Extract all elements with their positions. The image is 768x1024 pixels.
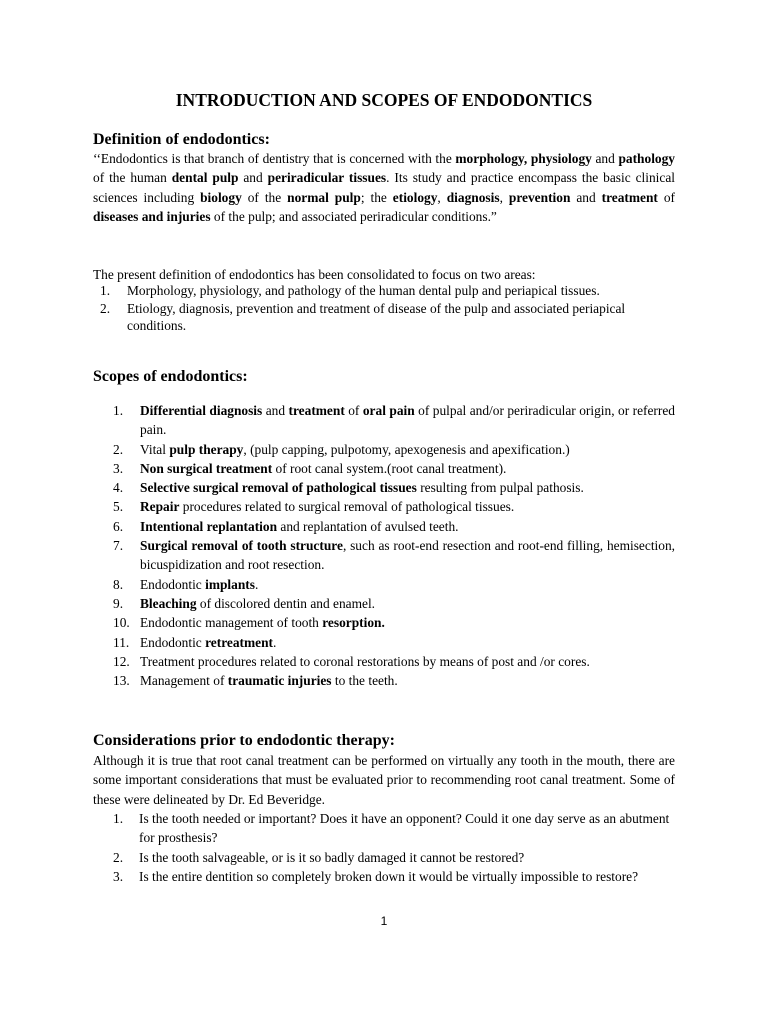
list-number: 5. [113, 499, 124, 515]
scope-text [140, 575, 675, 594]
bold-text: pathology [618, 151, 676, 166]
bold-text: biology [200, 189, 242, 205]
scope-item [113, 652, 675, 671]
scope-item [113, 517, 675, 536]
text-run: of [344, 403, 363, 418]
bold-text: Surgical removal of tooth structure [140, 538, 343, 554]
scope-text [140, 536, 675, 575]
focus-areas-list [100, 283, 675, 335]
text-run: Treatment procedures related to coronal restorations by means of post and /or cores. [140, 653, 590, 669]
list-text: Is the tooth salvageable, or is it so badly damaged it cannot be restored? [139, 849, 525, 865]
text-run: Endodontic [140, 576, 206, 592]
bold-text: retreatment [205, 634, 274, 650]
text-run: of pulpal and/or periradicular origin, or referred pain. [140, 403, 675, 438]
list-text: Morphology, physiology, and pathology of the human dental pulp and periapical tissues. [127, 283, 600, 298]
list-number: 1. [113, 811, 124, 826]
text-run: and [262, 403, 289, 418]
text-run: ‘‘Endodontics is that branch of dentistry that is concerned with the [93, 151, 456, 166]
text-run: ; the [360, 189, 393, 205]
scope-item [113, 633, 675, 652]
text-run: and replantation of avulsed teeth. [277, 518, 459, 534]
text-run: . [273, 634, 277, 650]
bold-text: normal pulp [287, 189, 361, 205]
list-number: 8. [113, 576, 124, 592]
scope-item [113, 594, 675, 613]
list-number: 11. [113, 634, 130, 650]
bold-text: pulp therapy [169, 441, 244, 457]
scope-text [140, 613, 675, 632]
scope-item [113, 613, 675, 632]
text-run: . [254, 576, 259, 592]
scope-item [113, 536, 675, 575]
list-number: 1. [113, 403, 124, 418]
bold-text: Intentional replantation [140, 518, 278, 534]
text-run: , [499, 189, 509, 205]
bold-text: Differential diagnosis [140, 403, 263, 418]
text-run: procedures related to surgical removal of pathological tissues. [179, 499, 515, 515]
considerations-heading: Considerations prior to endodontic therapy: [93, 732, 395, 749]
list-number: 1. [100, 283, 111, 298]
text-run: to the teeth. [331, 673, 398, 689]
text-run: . Its study and practice encompass the basic clinical sciences including [93, 170, 675, 205]
bold-text: periradicular tissues [267, 170, 387, 186]
list-item [100, 283, 675, 300]
text-run: Endodontic management of tooth [140, 615, 323, 631]
list-number: 3. [113, 460, 124, 476]
list-item [113, 809, 675, 848]
list-number: 9. [113, 595, 124, 611]
text-run: of root canal system.(root canal treatment). [272, 460, 507, 476]
scope-item [113, 440, 675, 459]
considerations-paragraph: Although it is true that root canal treatment can be performed on virtually any tooth in the mouth, there are some important considerations that must be evaluated prior to recommending root canal treatment. Some of these were delineated by Dr. Ed Beveridge. [93, 753, 675, 807]
scope-text [140, 440, 675, 459]
text-run: of discolored dentin and enamel. [196, 595, 376, 611]
scope-item [113, 575, 675, 594]
bold-text: dental pulp [171, 170, 239, 186]
scope-text [140, 652, 675, 671]
definition-paragraph [93, 149, 675, 227]
list-number: 2. [113, 441, 124, 457]
scope-text [140, 671, 675, 690]
text-run: and [238, 170, 268, 186]
bold-text: treatment [288, 403, 345, 418]
scope-text [140, 478, 675, 497]
scope-item [113, 401, 675, 440]
list-number: 7. [113, 538, 124, 554]
scope-item [113, 497, 675, 516]
list-number: 2. [100, 300, 111, 316]
list-item [113, 848, 675, 867]
bold-text: Non surgical treatment [140, 460, 273, 476]
definition-heading: Definition of endodontics: [93, 131, 270, 148]
bold-text: Bleaching [140, 595, 197, 611]
list-number: 2. [113, 849, 124, 865]
text-run: , (pulp capping, pulpotomy, apexogenesis and apexification.) [243, 441, 570, 457]
scope-item [113, 671, 675, 690]
bold-text: Repair [140, 499, 180, 515]
text-run: , such as root-end resection and root-end filling, hemisection, bicuspidization and root resection. [140, 538, 675, 573]
text-run: of the pulp; and associated periradicular conditions.” [210, 209, 497, 225]
text-run: of [657, 189, 675, 205]
scope-text [140, 497, 675, 516]
text-run: Management of [140, 673, 228, 689]
bold-text: diagnosis [446, 189, 500, 205]
considerations-list [113, 809, 675, 887]
list-text: Is the entire dentition so completely broken down it would be virtually impossible to restore? [139, 869, 639, 885]
text-run: Vital [140, 441, 170, 457]
scope-item [113, 459, 675, 478]
list-number: 10. [113, 615, 130, 631]
bold-text: implants [205, 576, 255, 592]
scope-text [140, 459, 675, 478]
list-number: 3. [113, 869, 124, 885]
bold-text: Selective surgical removal of pathological tissues [140, 480, 417, 496]
scope-text [140, 633, 675, 652]
bold-text: prevention [508, 189, 571, 205]
bold-text: oral pain [362, 403, 415, 418]
scopes-list [113, 401, 675, 690]
list-number: 13. [113, 673, 130, 689]
list-item [113, 867, 675, 886]
text-run: of the [241, 189, 288, 205]
text-run: resulting from pulpal pathosis. [416, 480, 584, 496]
page-number: 1 [380, 914, 388, 928]
bold-text: morphology, physiology [455, 151, 592, 166]
text-run: and [570, 189, 602, 205]
bold-text: etiology [392, 189, 438, 205]
scope-text [140, 594, 675, 613]
list-text: Etiology, diagnosis, prevention and treatment of disease of the pulp and associated periapical conditions. [127, 300, 626, 333]
scopes-heading: Scopes of endodontics: [93, 368, 248, 385]
text-run: , [437, 189, 447, 205]
text-run: of the human [93, 170, 172, 186]
bold-text: traumatic injuries [227, 673, 332, 689]
bold-text: treatment [601, 189, 658, 205]
list-number: 12. [113, 653, 130, 669]
scope-text [140, 401, 675, 440]
present-definition-lead: The present definition of endodontics has been consolidated to focus on two areas: [93, 267, 536, 282]
text-run: Endodontic [140, 634, 206, 650]
bold-text: diseases and injuries [93, 209, 211, 225]
page-title: INTRODUCTION AND SCOPES OF ENDODONTICS [175, 90, 593, 110]
list-text: Is the tooth needed or important? Does it have an opponent? Could it one day serve as an abutment for prosthesis? [139, 811, 670, 846]
text-run: and [591, 151, 619, 166]
scope-text [140, 517, 675, 536]
list-item [100, 301, 675, 335]
list-number: 4. [113, 480, 124, 496]
scope-item [113, 478, 675, 497]
bold-text: resorption. [322, 615, 385, 631]
list-number: 6. [113, 518, 124, 534]
